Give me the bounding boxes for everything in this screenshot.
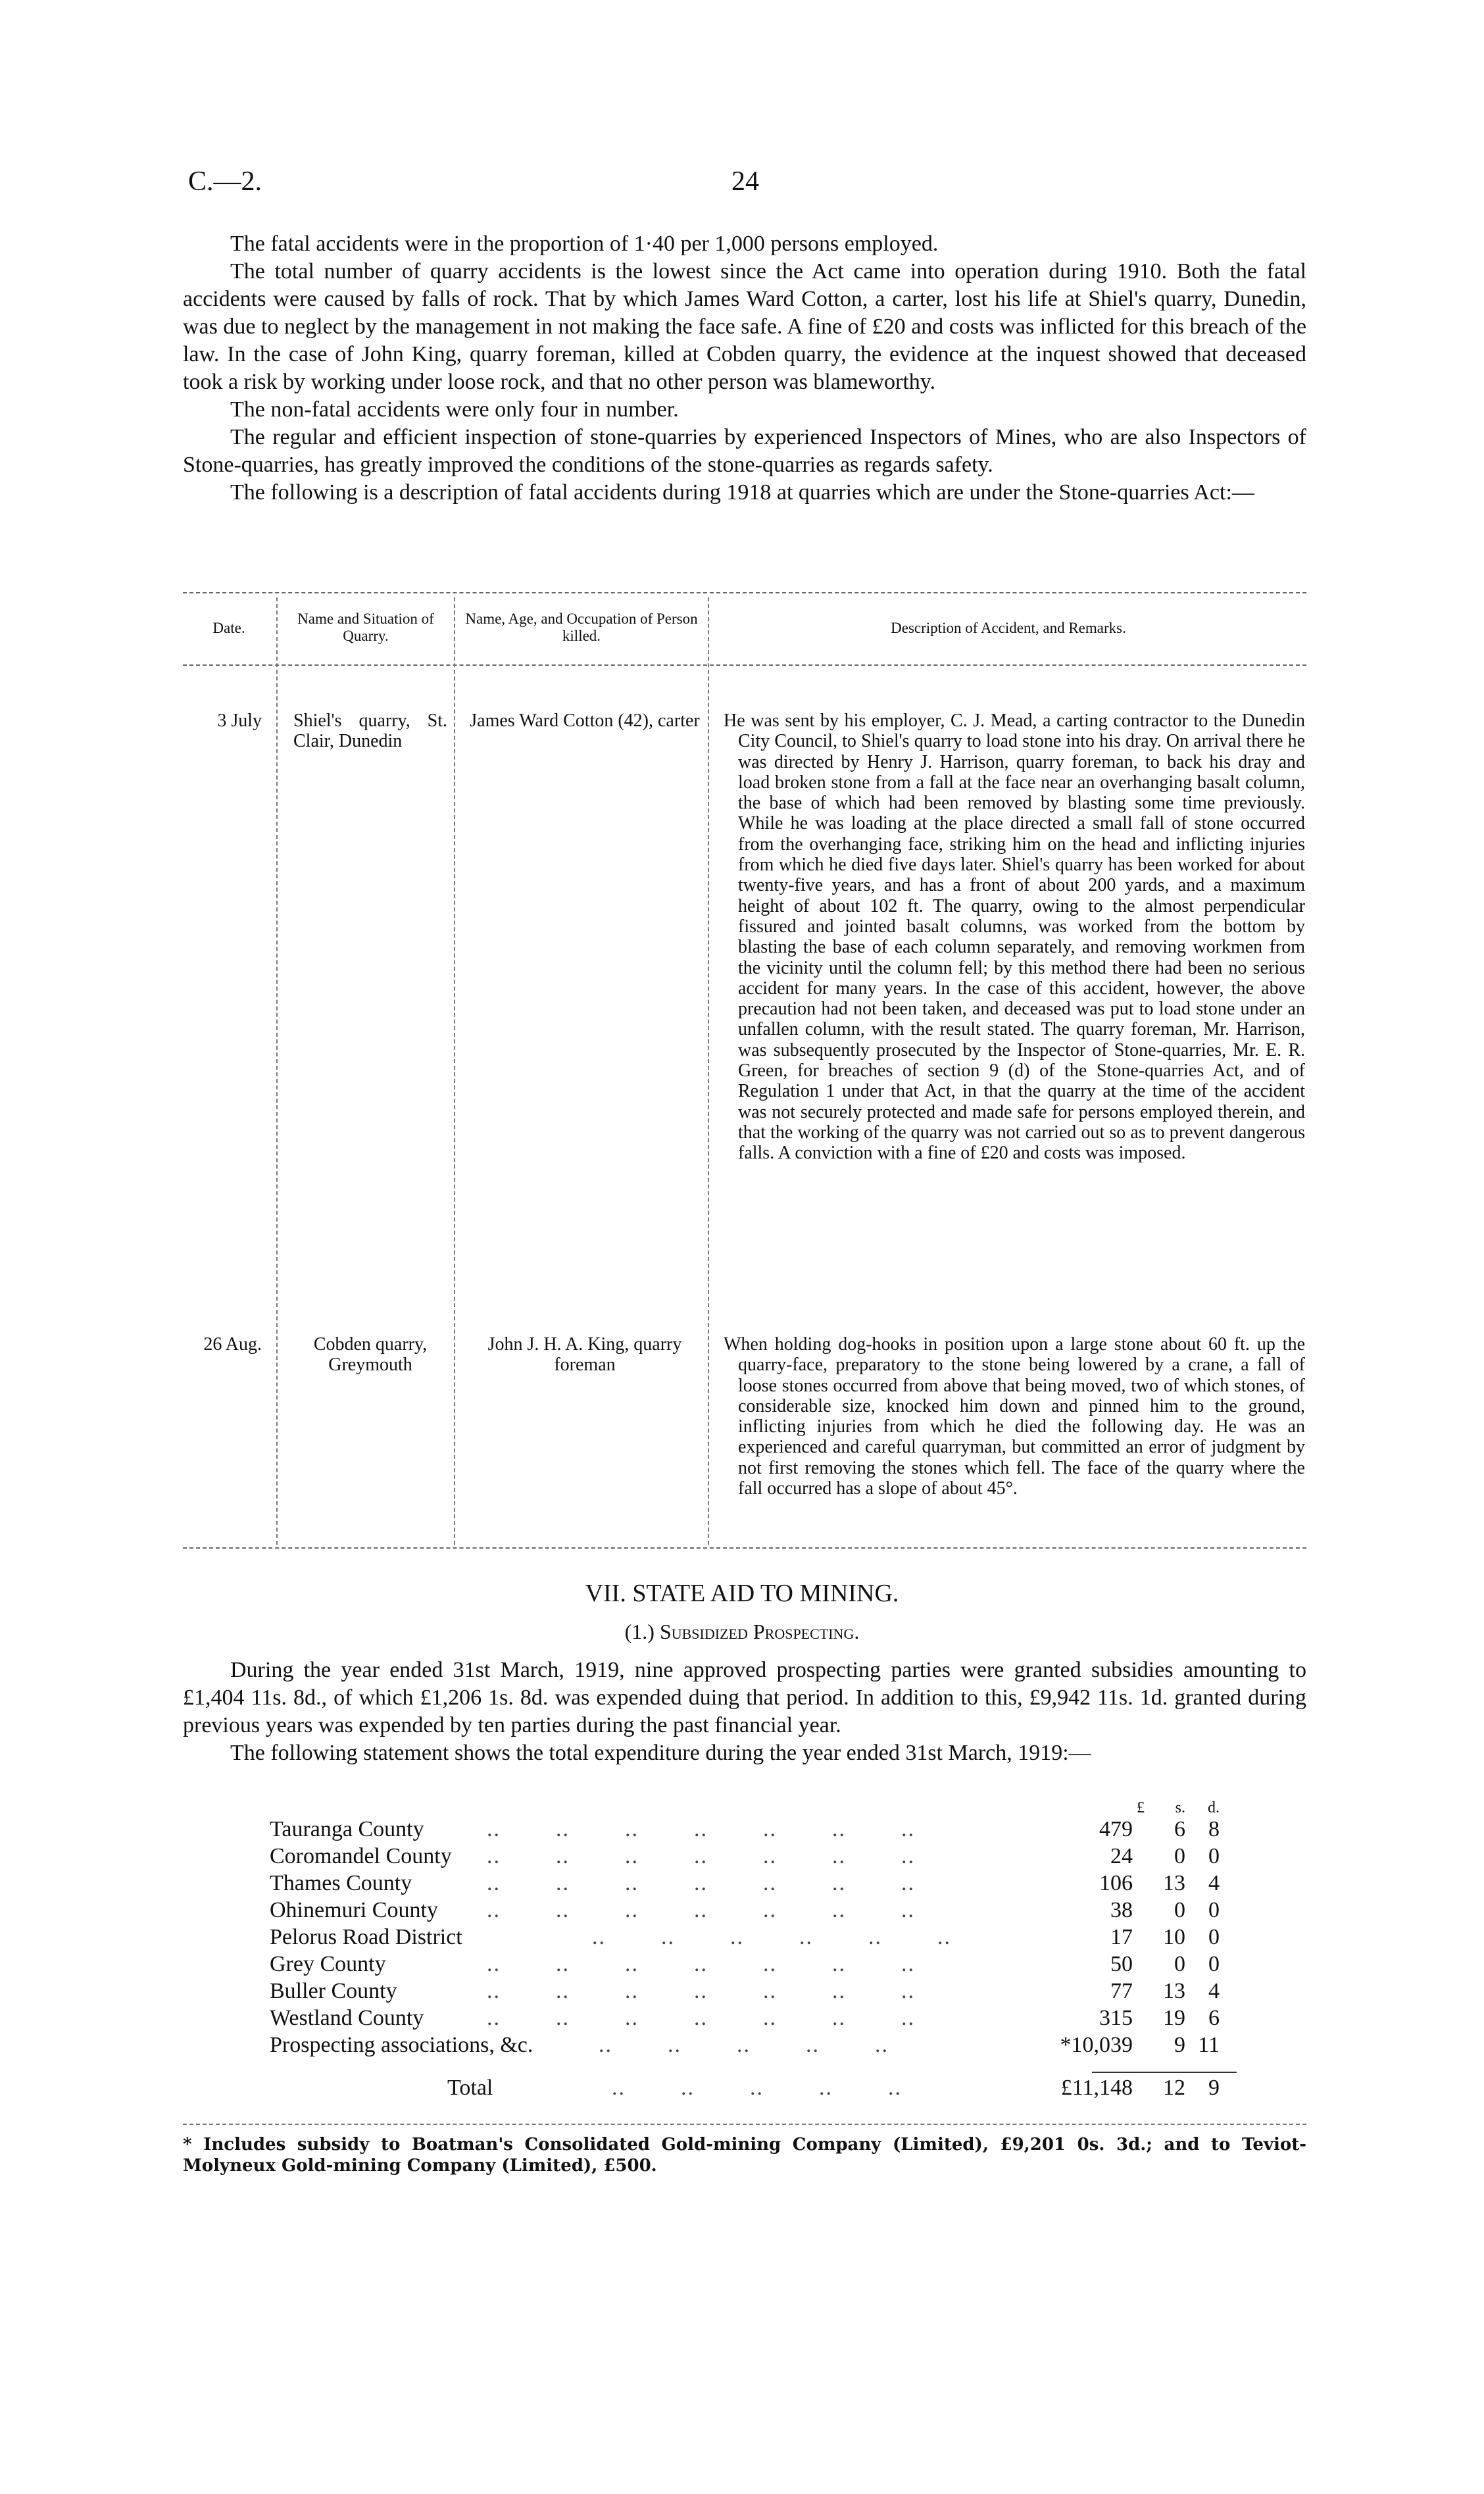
county-name: Westland County [270,2006,424,2030]
column-header-quarry: Name and Situation of Quarry. [297,611,434,644]
amount-shillings: 10 [1163,1925,1185,1949]
amount-pence: 8 [1208,1817,1220,1841]
paragraph: The following is a description of fatal accidents during 1918 at quarries which are under the Stone-quarries Act:— [230,480,1254,505]
amount-pence: 0 [1208,1925,1220,1949]
amount-pounds: 479 [1099,1817,1133,1841]
column-divider [454,597,455,1545]
pounds-column-header: £ [1137,1799,1145,1816]
expenditure-column-headers [270,1795,1230,1816]
expenditure-row [270,2005,1230,2032]
amount-pounds: 50 [1110,1952,1133,1976]
amount-pounds: 106 [1099,1871,1133,1895]
county-name: Coromandel County [270,1844,452,1868]
leader-dots: .. .. .. .. .. [599,2033,889,2057]
pence-column-header: d. [1208,1799,1220,1816]
expenditure-row [270,1897,1230,1924]
leader-dots: .. .. .. .. .. [612,2076,902,2100]
amount-shillings: 0 [1174,1952,1185,1976]
amount-shillings: 13 [1163,1979,1185,2003]
quarry-name: Cobden quarry, Greymouth [313,1334,428,1375]
footnote-rule [183,2124,1306,2125]
amount-shillings: 19 [1163,2006,1185,2030]
accident-description [724,711,1305,1164]
amount-pence: 4 [1208,1979,1220,2003]
paragraph: The total number of quarry accidents is the lowest since the Act came into operation during 1910. Both the fatal accidents were caused by falls of rock. That by which James Ward Cotton, a carter, lost his life at Shiel's quarry, Dunedin, was due to neglect by the management in not making the face safe. A fine of £20 and costs was inflicted for this breach of the law. In the case of John King, quarry foreman, killed at Cobden quarry, the evidence at the inquest showed that deceased took a risk by working under loose rock, and that no other person was blameworthy. [183,259,1306,394]
amount-shillings: 0 [1174,1898,1185,1922]
leader-dots: .. .. .. .. .. .. .. [487,1952,915,1976]
paragraph: The non-fatal accidents were only four in number. [230,397,679,422]
total-label: Total [447,2076,493,2100]
county-name: Thames County [270,1871,412,1895]
description-text: He was sent by his employer, C. J. Mead, a carting contractor to the Dunedin City Council, to Shiel's quarry to load stone into his dray. On arrival there he was directed by Henry J. Harrison, quarry foreman, to back his dray and load broken stone from a fall at the face near an overhanging basalt column, the base of which had been removed by blasting some time previously. While he was loading at the place directed a small fall of stone occurred from the overhanging face, striking him on the head and inflicting injuries from which he died five days later. Shiel's quarry has been worked for about twenty-five years, and has a front of about 200 yards, and a maximum height of about 102 ft. The quarry, owing to the almost perpendicular fissured and jointed basalt columns, was worked from the bottom by blasting the base of each column separately, and removing workmen from the vicinity until the column fell; by this method there had been no serious accident for many years. In the case of this accident, however, the above precaution had not been taken, and deceased was put to load stone under an unfallen column, with the result stated. The quarry foreman, Mr. Harrison, was subsequently prosecuted by the Inspector of Stone-quarries, Mr. E. R. Green, for breaches of section 9 (d) of the Stone-quarries Act, and of Regulation 1 under that Act, in that the quarry at the time of the accident was not securely protected and made safe for persons employed therein, and that the working of the quarry was not carried out so as to prevent dangerous falls. A conviction with a fine of £20 and costs was imposed. [724,711,1305,1164]
intro-text [183,230,1306,507]
county-name: Prospecting associations, &c. [270,2033,533,2057]
amount-pence: 0 [1208,1898,1220,1922]
amount-shillings: 9 [1174,2033,1185,2057]
state-aid-text [183,1657,1306,1767]
column-header-description: Description of Accident, and Remarks. [891,620,1126,636]
amount-shillings: 13 [1163,1871,1185,1895]
section-subtitle: (1.) Subsidized Prospecting. [624,1620,860,1643]
leader-dots: .. .. .. .. .. .. .. [487,1979,915,2003]
total-shillings: 12 [1163,2076,1185,2100]
county-name: Buller County [270,1979,397,2003]
accident-date: 3 July [217,711,262,731]
expenditure-row [270,1870,1230,1897]
paragraph: The regular and efficient inspection of stone-quarries by experienced Inspectors of Mines, who are also Inspectors of Stone-quarries, has greatly improved the conditions of the stone-quarries as regards safety. [183,425,1306,477]
expenditure-row [270,1816,1230,1843]
section-title: VII. STATE AID TO MINING. [585,1580,899,1607]
amount-pounds: *10,039 [1060,2033,1133,2057]
amount-pounds: 77 [1110,1979,1133,2003]
paragraph: The fatal accidents were in the proportion of 1·40 per 1,000 persons employed. [230,232,939,256]
leader-dots: .. .. .. .. .. .. .. [487,1844,915,1868]
table-bottom-rule [183,1547,1306,1549]
total-row [270,2074,1230,2101]
leader-dots: .. .. .. .. .. .. .. [487,2006,915,2030]
amount-pounds: 24 [1110,1844,1133,1868]
amount-shillings: 6 [1174,1817,1185,1841]
document-reference: C.—2. [188,166,262,197]
column-header-date: Date. [212,620,245,636]
county-name: Ohinemuri County [270,1898,438,1922]
amount-pence: 4 [1208,1871,1220,1895]
table-top-rule [183,592,1306,593]
column-divider [708,597,709,1545]
amount-pounds: 38 [1110,1898,1133,1922]
leader-dots: .. .. .. .. .. .. .. [487,1871,915,1895]
amount-pence: 6 [1208,2006,1220,2030]
expenditure-row [270,1843,1230,1870]
paragraph: During the year ended 31st March, 1919, nine approved prospecting parties were granted subsidies amounting to £1,404 11s. 8d., of which £1,206 1s. 8d. was expended duing that period. In addition to this, £9,942 11s. 1d. granted during previous years was expended by ten parties during the past financial year. [183,1658,1306,1737]
leader-dots: .. .. .. .. .. .. .. [487,1817,915,1841]
total-rule [1092,2072,1237,2073]
amount-pence: 0 [1208,1952,1220,1976]
description-text: When holding dog-hooks in position upon a large stone about 60 ft. up the quarry-face, preparatory to the stone being lowered by a crane, a fall of loose stones occurred from above that being moved, two of which stones, of considerable size, knocked him down and pinned him to the ground, inflicting injuries from which he died the following day. He was an experienced and careful quarryman, but committed an error of judgment by not first removing the stones which fell. The face of the quarry where the fall occurred has a slope of about 45°. [724,1334,1305,1499]
leader-dots: .. .. .. .. .. .. [592,1925,951,1949]
paragraph: The following statement shows the total expenditure during the year ended 31st March, 1919:— [230,1741,1091,1765]
amount-pence: 0 [1208,1844,1220,1868]
total-pence: 9 [1208,2076,1220,2100]
table-header-rule [183,664,1306,666]
county-name: Grey County [270,1952,386,1976]
person-killed: James Ward Cotton (42), carter [470,711,700,731]
shillings-column-header: s. [1175,1799,1185,1816]
person-killed: John J. H. A. King, quarry foreman [487,1334,682,1375]
county-name: Pelorus Road District [270,1925,462,1949]
amount-pence: 11 [1198,2033,1220,2057]
page-number: 24 [731,166,759,197]
leader-dots: .. .. .. .. .. .. .. [487,1898,915,1922]
footnote: * Includes subsidy to Boatman's Consolidated Gold-mining Company (Limited), £9,201 0s. 3d.; and to Teviot-Molyneux Gold-mining Company (Limited), £500. [183,2135,1306,2176]
column-divider [276,597,278,1545]
expenditure-row [270,2032,1230,2058]
amount-pounds: 315 [1099,2006,1133,2030]
column-header-person: Name, Age, and Occupation of Person killed. [465,611,698,644]
quarry-name: Shiel's quarry, St. Clair, Dunedin [293,711,447,751]
county-name: Tauranga County [270,1817,424,1841]
accident-description [724,1334,1305,1499]
expenditure-row [270,1978,1230,2005]
expenditure-table [270,1795,1230,2101]
total-pounds: £11,148 [1060,2076,1133,2100]
amount-pounds: 17 [1110,1925,1133,1949]
expenditure-row [270,1924,1230,1951]
expenditure-row [270,1951,1230,1978]
amount-shillings: 0 [1174,1844,1185,1868]
accident-date: 26 Aug. [203,1334,262,1355]
